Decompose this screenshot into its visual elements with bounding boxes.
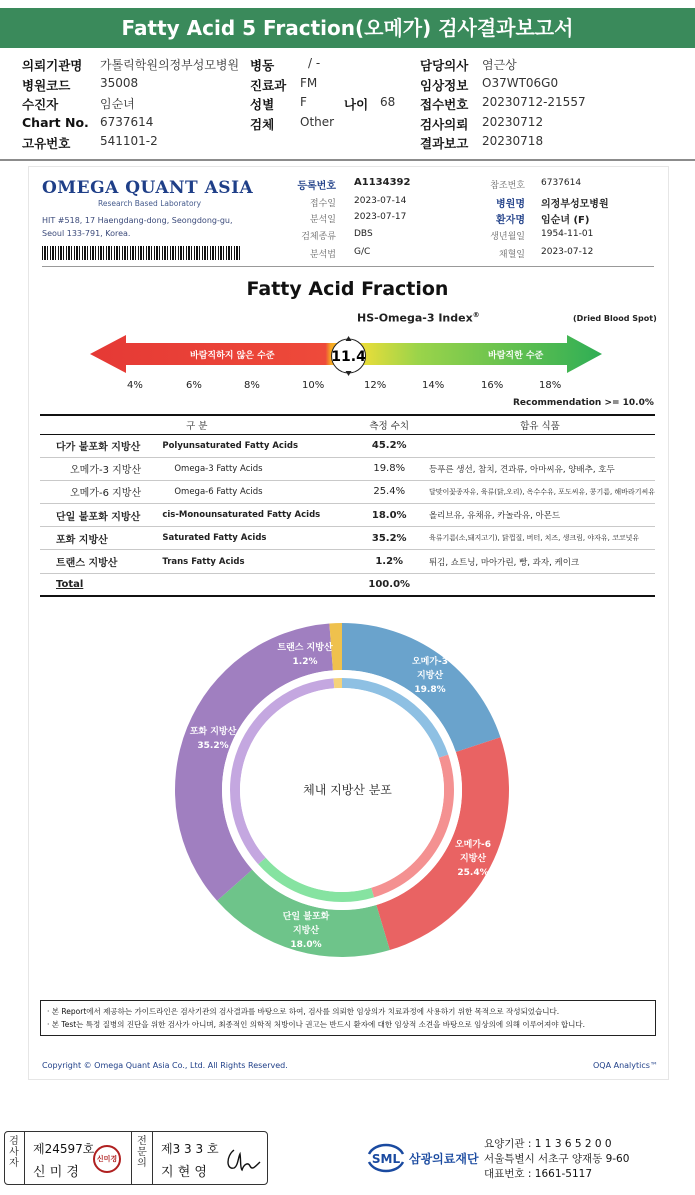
reg-no-label: 등록번호 (297, 181, 336, 192)
tick-8: 8% (244, 380, 260, 391)
desirable-level-label: 바람직한 수준 (488, 351, 544, 361)
method-label: 분석법 (309, 250, 336, 260)
sex-value: F (300, 95, 307, 109)
mono-slice-label (270, 910, 342, 952)
row-value: 1.2% (353, 550, 424, 573)
patient-value: 임순녀 (100, 97, 135, 111)
table-row (40, 434, 655, 457)
row-name-ko: 오메가-3 지방산 (40, 457, 160, 480)
ward-value: / - (308, 56, 321, 70)
fatty-acid-fraction-title: Fatty Acid Fraction (246, 278, 449, 300)
omega3-index-title-text: HS-Omega-3 Index (357, 311, 473, 325)
report-date-value: 20230718 (482, 134, 544, 148)
lab-address (42, 214, 233, 240)
analyzed-label: 분석일 (309, 215, 336, 225)
row-value: 18.0% (353, 504, 424, 527)
received-value: 2023-07-14 (354, 196, 407, 206)
row-name-en: Polyunsaturated Fatty Acids (160, 434, 353, 457)
omega6-label-line2: 지방산 (459, 854, 487, 864)
row-foods: 달맞이꽃종자유, 육류(닭,오리), 옥수수유, 포도씨유, 콩기름, 해바라기씨유 (425, 480, 655, 503)
institution-address: 서울특별시 서초구 양재동 9-60 (484, 1153, 630, 1165)
unique-no-value: 541101-2 (100, 134, 158, 148)
row-name-ko: 다가 불포화 지방산 (40, 434, 160, 457)
total-empty-cell (160, 573, 353, 596)
birthdate-label: 생년월일 (490, 232, 525, 242)
header-row-3 (22, 93, 682, 113)
meta-divider (42, 266, 654, 267)
tick-10: 10% (302, 380, 325, 391)
tester-license-no: 제24597호 (33, 1142, 95, 1156)
total-label: Total (56, 578, 84, 590)
index-value: 11.4 (331, 349, 366, 365)
reviewer-name: 지 현 영 (161, 1165, 207, 1180)
doctor-value: 염근상 (482, 58, 517, 72)
oqa-analytics-mark: OQA Analytics™ (593, 1061, 658, 1070)
header-divider (0, 159, 695, 161)
tick-18: 18% (539, 380, 562, 391)
header-row-4 (22, 113, 682, 133)
sml-logo-text: SML (371, 1152, 401, 1166)
mono-label-line2: 지방산 (292, 926, 320, 936)
copyright: Copyright © Omega Quant Asia Co., Ltd. All Rights Reserved. (42, 1061, 288, 1070)
table-header-row (40, 415, 655, 434)
reviewer-label: 전문의 (137, 1136, 147, 1169)
header-row-1 (22, 54, 682, 74)
hospital-name-label: 병원명 (496, 199, 525, 210)
patient-header (22, 54, 682, 152)
row-value: 25.4% (353, 480, 424, 503)
signature-divider (131, 1131, 132, 1185)
dried-blood-spot-note: (Dried Blood Spot) (573, 314, 657, 323)
received-label: 접수일 (309, 199, 336, 209)
value-header: 측정 수치 (353, 415, 424, 434)
tick-6: 6% (186, 380, 202, 391)
foods-header: 함유 식품 (425, 415, 655, 434)
age-value: 68 (380, 95, 396, 109)
total-foods-cell (425, 573, 655, 596)
disclaimer-line2: · 본 Test는 특정 질병의 진단을 위한 검사가 아니며, 최종적인 의학적 처방이나 권고는 반드시 환자에 대한 임상적 소견을 바탕으로 임상의에 의해 이루어져야 합니다. (47, 1020, 586, 1029)
row-name-ko: 트랜스 지방산 (40, 550, 160, 573)
signature-divider (24, 1131, 25, 1185)
tick-4: 4% (127, 380, 143, 391)
row-value: 35.2% (353, 527, 424, 550)
patient-name-label: 환자명 (496, 215, 525, 226)
trans-slice-label (268, 641, 342, 669)
department-label: 진료과 (250, 77, 287, 93)
specimen-value: Other (300, 114, 335, 129)
lab-subtitle: Research Based Laboratory (98, 199, 202, 208)
disclaimer-line1: · 본 Report에서 제공하는 가이드라인은 검사기관의 검사결과를 바탕으로 하여, 검사를 의뢰한 임상의가 치료과정에 사용하기 위한 목적으로 작성되었습니다. (47, 1007, 560, 1016)
table-row (40, 480, 655, 503)
chart-no-value: 6737614 (100, 114, 154, 129)
ref-no-value: 6737614 (541, 178, 582, 188)
chart-no-label: Chart No. (22, 114, 89, 130)
chart-center-title: 체내 지방산 분포 (303, 783, 392, 797)
receipt-no-label: 접수번호 (420, 97, 469, 112)
tester-label: 검사자 (9, 1136, 19, 1169)
omega3-slice-label (400, 655, 460, 697)
hospital-code-label: 병원코드 (22, 77, 71, 93)
table-row (40, 457, 655, 480)
ref-no-label: 참조번호 (490, 181, 525, 191)
referral-org-label: 의뢰기관명 (22, 58, 83, 73)
row-name-en: Saturated Fatty Acids (160, 527, 353, 550)
total-value: 100.0% (353, 573, 424, 596)
omega3-index-title (357, 311, 480, 325)
table-row (40, 550, 655, 573)
omega3-label-line2: 지방산 (416, 671, 444, 681)
method-value: G/C (354, 247, 371, 257)
institution-name: 삼광의료재단 (409, 1152, 479, 1166)
hospital-name-value: 의정부성모병원 (541, 199, 609, 210)
table-row (40, 504, 655, 527)
row-name-ko: 오메가-6 지방산 (40, 480, 160, 503)
inner-ring-slice-4 (334, 678, 342, 688)
patient-label: 수진자 (22, 97, 59, 112)
mono-label-line1: 단일 불포화 (282, 912, 330, 922)
tester-seal: 신미경 (93, 1145, 121, 1173)
saturated-slice-label (180, 725, 246, 753)
row-name-ko: 포화 지방산 (40, 527, 160, 550)
omega3-label-value: 19.8% (414, 685, 446, 695)
row-foods: 등푸른 생선, 참치, 견과류, 아마씨유, 양배추, 호두 (425, 457, 655, 480)
trans-label-line1: 트랜스 지방산 (277, 643, 333, 653)
department-value: FM (300, 75, 318, 90)
total-row (40, 573, 655, 596)
omega3-index-gauge (90, 333, 605, 381)
registered-mark: ® (472, 311, 480, 319)
barcode (42, 246, 242, 260)
saturated-label-value: 35.2% (197, 741, 229, 751)
total-label-cell (40, 573, 160, 596)
institution-phone: 대표번호 : 1661-5117 (484, 1168, 593, 1180)
age-label: 나이 (344, 97, 369, 112)
clinical-info-value: O37WT06G0 (482, 75, 559, 90)
specimen-type-value: DBS (354, 229, 373, 239)
hospital-code-value: 35008 (100, 75, 139, 90)
table-row (40, 527, 655, 550)
undesirable-level-label: 바람직하지 않은 수준 (190, 351, 275, 361)
specimen-label: 검체 (250, 116, 275, 132)
tick-16: 16% (481, 380, 504, 391)
omega6-label-line1: 오메가-6 (454, 840, 492, 850)
request-date-value: 20230712 (482, 114, 544, 129)
institution-info (484, 1137, 629, 1182)
report-title: Fatty Acid 5 Fraction(오메가) 검사결과보고서 (0, 8, 695, 48)
header-row-5 (22, 132, 682, 152)
signature-divider (152, 1131, 153, 1185)
institution-code: 요양기관 : 1 1 3 6 5 2 0 0 (484, 1138, 612, 1150)
row-value: 45.2% (353, 434, 424, 457)
tester-name: 신 미 경 (33, 1165, 79, 1180)
saturated-label-line1: 포화 지방산 (189, 727, 237, 737)
sml-logo-icon (365, 1140, 407, 1176)
ward-label: 병동 (250, 58, 275, 73)
clinical-info-label: 임상정보 (420, 77, 469, 93)
trans-label-value: 1.2% (292, 657, 318, 667)
omega6-slice-label (443, 838, 503, 880)
index-pointer-down-icon (346, 371, 352, 376)
unique-no-label: 고유번호 (22, 136, 71, 151)
omega-quant-logo: OMEGA QUANT ASIA (42, 178, 254, 198)
report-date-label: 결과보고 (420, 136, 469, 151)
omega6-label-value: 25.4% (457, 868, 489, 878)
reviewer-license-no: 제3 3 3 호 (161, 1142, 219, 1156)
doctor-label: 담당의사 (420, 58, 469, 73)
reg-no-value: A1134392 (354, 177, 411, 188)
row-foods: 튀김, 쇼트닝, 마아가린, 빵, 과자, 케이크 (425, 550, 655, 573)
lab-address-line1: HIT #518, 17 Haengdang-dong, Seongdong-gu, (42, 216, 233, 225)
row-name-en: Trans Fatty Acids (160, 550, 353, 573)
header-row-2 (22, 74, 682, 94)
row-name-ko: 단일 불포화 지방산 (40, 504, 160, 527)
referral-org-value: 가톨릭학원의정부성모병원 (100, 58, 240, 72)
draw-date-value: 2023-07-12 (541, 247, 594, 257)
reviewer-signature (224, 1146, 264, 1174)
patient-name-value: 임순녀 (F) (541, 215, 590, 226)
request-date-label: 검사의뢰 (420, 116, 469, 132)
analyzed-value: 2023-07-17 (354, 212, 407, 222)
mono-label-value: 18.0% (290, 940, 322, 950)
specimen-type-label: 검체종류 (301, 232, 336, 242)
row-name-en: cis-Monounsaturated Fatty Acids (160, 504, 353, 527)
recommendation: Recommendation >= 10.0% (513, 398, 654, 408)
row-name-en: Omega-6 Fatty Acids (160, 480, 353, 503)
row-foods: 올리브유, 유채유, 카놀라유, 아몬드 (425, 504, 655, 527)
row-name-en: Omega-3 Fatty Acids (160, 457, 353, 480)
sex-label: 성별 (250, 97, 275, 112)
row-foods: 육류기름(소,돼지고기), 닭껍질, 버터, 치즈, 생크림, 야자유, 코코넛유 (425, 527, 655, 550)
row-foods (425, 434, 655, 457)
tick-14: 14% (422, 380, 445, 391)
birthdate-value: 1954-11-01 (541, 229, 594, 239)
disclaimer-box (40, 1000, 656, 1036)
category-header: 구 분 (40, 415, 353, 434)
fatty-acid-table (40, 414, 655, 597)
lab-address-line2: Seoul 133-791, Korea. (42, 229, 131, 238)
draw-date-label: 채혈일 (498, 250, 525, 260)
receipt-no-value: 20230712-21557 (482, 95, 586, 109)
index-pointer-up-icon (346, 336, 352, 341)
tick-12: 12% (364, 380, 387, 391)
row-value: 19.8% (353, 457, 424, 480)
omega3-label-line1: 오메가-3 (411, 657, 449, 667)
